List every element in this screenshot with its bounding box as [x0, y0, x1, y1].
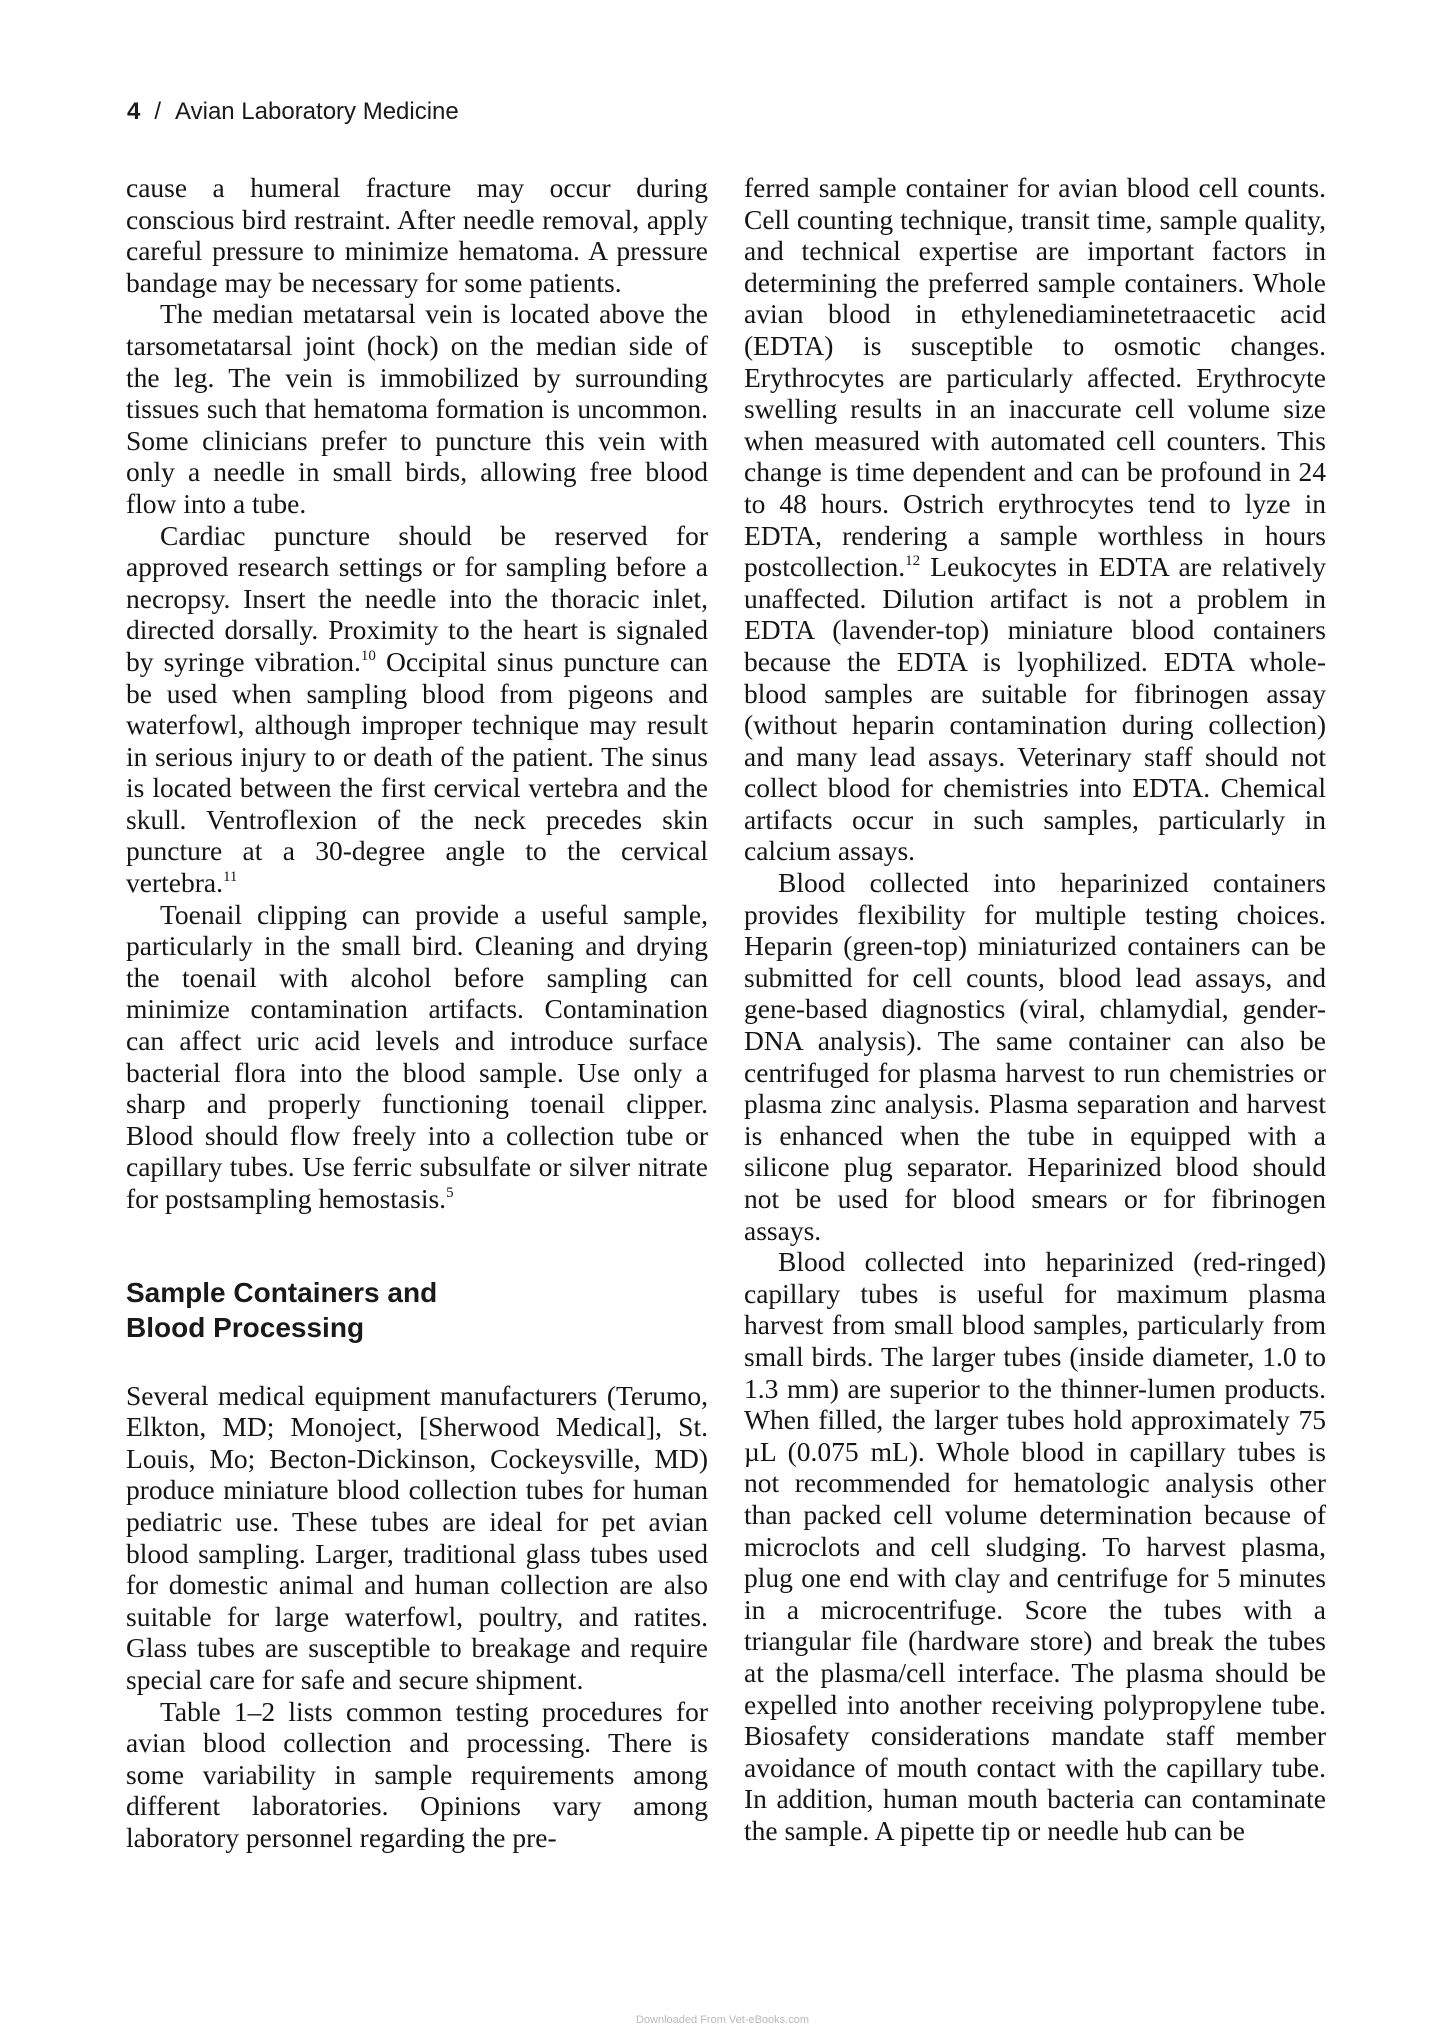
left-column	[126, 172, 708, 1854]
paragraph-restraint-continued: cause a humeral fracture may occur during conscious bird restraint. After needle removal, apply careful pressure to minimize hematoma. A pressure bandage may be necessary for some patients.	[126, 172, 708, 298]
right-column	[744, 172, 1326, 1846]
reference-superscript: 12	[905, 553, 921, 570]
reference-superscript: 5	[446, 1185, 454, 1201]
paragraph-text: Occipital sinus puncture can be used when sampling blood from pigeons and waterfowl, although improper technique may result in serious injury to or death of the patient. The sinus is located between the first cervical vertebra and the skull. Ventroflexion of the neck precedes skin puncture at a 30-degree angle to the cervical vertebra.	[126, 645, 708, 899]
section-heading-line: Blood Processing	[126, 1311, 365, 1343]
reference-superscript: 11	[222, 869, 238, 886]
paragraph-text: ferred sample container for avian blood cell counts. Cell counting technique, transit time, sample quality, and technical expertise are important factors in determining the preferred sample containers. Whole avian blood in ethylenediaminetetraacetic acid (EDTA) is susceptible to osmotic changes. Erythrocytes are particularly affected. Erythrocyte swelling results in an inaccurate cell volume size when measured with automated cell counters. This change is time dependent and can be profound in 24 to 48 hours. Ostrich erythrocytes tend to lyze in EDTA, rendering a sample worthless in hours postcollection.	[744, 172, 1326, 583]
section-heading-line: Sample Containers and	[126, 1276, 438, 1308]
section-heading	[126, 1275, 708, 1345]
paragraph-heparinized-containers: Blood collected into heparinized containers provides flexibility for multiple testing choices. Heparin (green-top) miniaturized containers can be submitted for cell counts, blood lead assays, and gene-based diagnostics (viral, chlamydial, gender-DNA analysis). The same container can also be centrifuged for plasma harvest to run chemistries or plasma zinc analysis. Plasma separation and harvest is enhanced when the tube in equipped with a silicone plug separator. Heparinized blood should not be used for blood smears or for fibrinogen assays.	[744, 867, 1326, 1246]
paragraph-medical-equipment: Several medical equipment manufacturers (Terumo, Elkton, MD; Monoject, [Sherwood Medical], St. Louis, Mo; Becton-Dickinson, Cockeysville, MD) produce miniature blood collection tubes for human pediatric use. These tubes are ideal for pet avian blood sampling. Larger, traditional glass tubes used for domestic animal and human collection are also suitable for large waterfowl, poultry, and ratites. Glass tubes are susceptible to breakage and require special care for safe and secure shipment.	[126, 1379, 708, 1695]
paragraph-edta-containers	[744, 172, 1326, 867]
paragraph-median-metatarsal-vein: The median metatarsal vein is located above the tarsometatarsal joint (hock) on the median side of the leg. The vein is immobilized by surrounding tissues such that hematoma formation is uncommon. Some clinicians prefer to puncture this vein with only a needle in small birds, allowing free blood flow into a tube.	[126, 298, 708, 519]
paragraph-cardiac-puncture	[126, 520, 708, 899]
paragraph-text: Leukocytes in EDTA are relatively unaffected. Dilution artifact is not a problem in EDTA (lavender-top) miniature blood containers because the EDTA is lyophilized. EDTA whole-blood samples are suitable for fibrinogen assay (without heparin contamination during collection) and many lead assays. Veterinary staff should not collect blood for chemistries into EDTA. Chemical artifacts occur in such samples, particularly in calcium assays.	[744, 551, 1326, 867]
paragraph-toenail-clipping	[126, 899, 708, 1215]
paragraph-capillary-tubes: Blood collected into heparinized (red-ringed) capillary tubes is useful for maximum plasma harvest from small blood samples, particularly from small birds. The larger tubes (inside diameter, 1.0 to 1.3 mm) are superior to the thinner-lumen products. When filled, the larger tubes hold approximately 75 µL (0.075 mL). Whole blood in capillary tubes is not recommended for hematologic analysis other than packed cell volume determination because of microclots and cell sludging. To harvest plasma, plug one end with clay and centrifuge for 5 minutes in a microcentrifuge. Score the tubes with a triangular file (hardware store) and break the tubes at the plasma/cell interface. The plasma should be expelled into another receiving polypropylene tube. Biosafety considerations mandate staff member avoidance of mouth contact with the capillary tube. In addition, human mouth bacteria can contaminate the sample. A pipette tip or needle hub can be	[744, 1246, 1326, 1846]
page-number: 4	[127, 98, 141, 125]
paragraph-text: Toenail clipping can provide a useful sample, particularly in the small bird. Cleaning and drying the toenail with alcohol before sampling can minimize contamination artifacts. Contamination can affect uric acid levels and introduce surface bacterial flora into the blood sample. Use only a sharp and properly functioning toenail clipper. Blood should flow freely into a collection tube or capillary tubes. Use ferric subsulfate or silver nitrate for postsampling hemostasis.	[126, 898, 708, 1214]
paragraph-table-reference: Table 1–2 lists common testing procedures for avian blood collection and processing. There is some variability in sample requirements among different laboratories. Opinions vary among laboratory personnel regarding the pre-	[126, 1695, 708, 1853]
book-title: Avian Laboratory Medicine	[175, 98, 459, 125]
running-head	[127, 98, 459, 126]
download-watermark: Downloaded From Vet-eBooks.com	[635, 2014, 810, 2026]
paragraph-text: Cardiac puncture should be reserved for approved research settings or for sampling before a necropsy. Insert the needle into the thoracic inlet, directed dorsally. Proximity to the heart is signaled by syringe vibration.	[126, 519, 708, 677]
reference-superscript: 10	[360, 647, 376, 664]
header-separator: /	[154, 98, 162, 125]
